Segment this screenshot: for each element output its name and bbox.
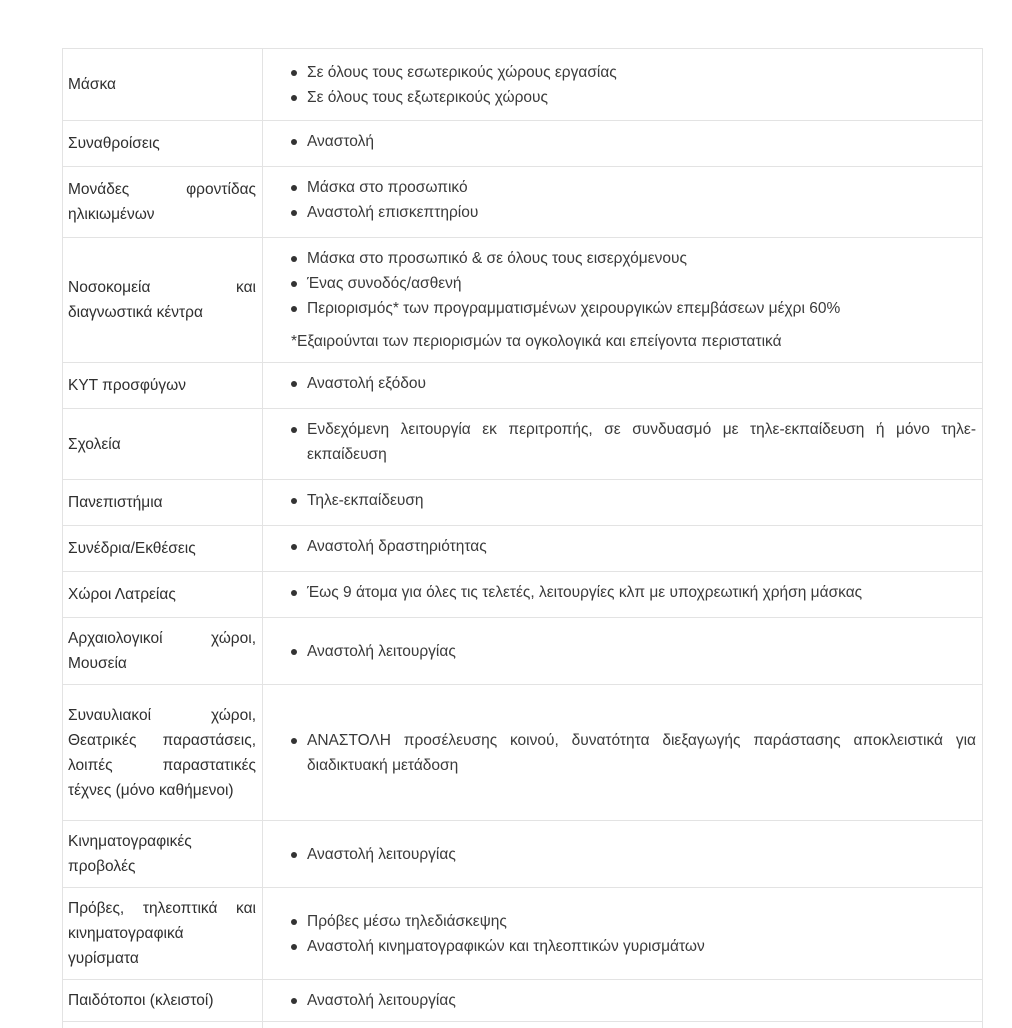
measures-list (277, 728, 976, 778)
measures-cell (263, 167, 983, 238)
list-item: Αναστολή λειτουργίας (307, 639, 976, 664)
list-item: Ένας συνοδός/ασθενή (307, 271, 976, 296)
table-row (63, 480, 983, 526)
list-item: Περιορισμός* των προγραμματισμένων χειρουργικών επεμβάσεων μέχρι 60% (307, 296, 976, 321)
measures-list (277, 639, 976, 664)
list-item: Σε όλους τους εσωτερικούς χώρους εργασίας (307, 60, 976, 85)
list-item: Αναστολή κινηματογραφικών και τηλεοπτικών γυρισμάτων (307, 934, 976, 959)
category-cell: Μάσκα (63, 49, 263, 121)
category-cell: Πρόβες, τηλεοπτικά και κινηματογραφικά γυρίσματα (63, 888, 263, 980)
table-row (63, 980, 983, 1022)
measures-list (277, 371, 976, 396)
list-item: Αναστολή δραστηριότητας (307, 534, 976, 559)
list-item: Αναστολή λειτουργίας (307, 988, 976, 1013)
category-cell: Πανεπιστήμια (63, 480, 263, 526)
category-cell: Κινηματογραφικές προβολές (63, 821, 263, 888)
measures-list (277, 842, 976, 867)
list-item: Αναστολή εξόδου (307, 371, 976, 396)
measures-cell (263, 888, 983, 980)
list-item: Αναστολή (307, 129, 976, 154)
measures-table-body (63, 49, 983, 1028)
category-cell-empty (63, 1022, 263, 1028)
measures-cell (263, 821, 983, 888)
list-item: Πρόβες μέσω τηλεδιάσκεψης (307, 909, 976, 934)
category-cell: Χώροι Λατρείας (63, 572, 263, 618)
list-item: Ενδεχόμενη λειτουργία εκ περιτροπής, σε συνδυασμό με τηλε-εκπαίδευση ή μόνο τηλε-εκπαίδευση (307, 417, 976, 467)
measures-cell (263, 526, 983, 572)
table-row (63, 49, 983, 121)
table-row (63, 821, 983, 888)
table-row (63, 685, 983, 821)
category-cell: Παιδότοποι (κλειστοί) (63, 980, 263, 1022)
category-cell: Συναθροίσεις (63, 121, 263, 167)
category-cell: Μονάδες φροντίδας ηλικιωμένων (63, 167, 263, 238)
measures-list (277, 60, 976, 110)
list-item: Έως 9 άτομα για όλες τις τελετές, λειτουργίες κλπ με υποχρεωτική χρήση μάσκας (307, 580, 976, 605)
measures-cell (263, 49, 983, 121)
list-item: ΑΝΑΣΤΟΛΗ προσέλευσης κοινού, δυνατότητα διεξαγωγής παράστασης αποκλειστικά για διαδικτυακή μετάδοση (307, 728, 976, 778)
measures-cell (263, 572, 983, 618)
measures-list (277, 129, 976, 154)
measures-list (277, 246, 976, 321)
measures-cell (263, 238, 983, 363)
measures-cell (263, 618, 983, 685)
measures-cell (263, 685, 983, 821)
list-item: Τηλε-εκπαίδευση (307, 488, 976, 513)
table-row (63, 121, 983, 167)
measures-list (277, 488, 976, 513)
measures-cell (263, 409, 983, 480)
category-cell: Σχολεία (63, 409, 263, 480)
table-row (63, 888, 983, 980)
table-row (63, 618, 983, 685)
measures-cell-empty (263, 1022, 983, 1028)
measures-list (277, 175, 976, 225)
list-item: Μάσκα στο προσωπικό (307, 175, 976, 200)
measures-cell (263, 121, 983, 167)
category-cell: ΚΥΤ προσφύγων (63, 363, 263, 409)
table-row (63, 238, 983, 363)
table-row-partial (63, 1022, 983, 1028)
measures-table (62, 48, 983, 1028)
measures-cell (263, 980, 983, 1022)
measures-list (277, 580, 976, 605)
list-item: Σε όλους τους εξωτερικούς χώρους (307, 85, 976, 110)
table-row (63, 526, 983, 572)
footnote: *Εξαιρούνται των περιορισμών τα ογκολογικά και επείγοντα περιστατικά (291, 329, 976, 354)
category-cell: Συνέδρια/Εκθέσεις (63, 526, 263, 572)
measures-cell (263, 363, 983, 409)
list-item: Αναστολή επισκεπτηρίου (307, 200, 976, 225)
measures-table-container (62, 48, 983, 1028)
measures-list (277, 417, 976, 467)
category-cell: Αρχαιολογικοί χώροι, Μουσεία (63, 618, 263, 685)
table-row (63, 363, 983, 409)
measures-list (277, 909, 976, 959)
measures-list (277, 534, 976, 559)
table-row (63, 409, 983, 480)
table-row (63, 572, 983, 618)
table-row (63, 167, 983, 238)
category-cell: Νοσοκομεία και διαγνωστικά κέντρα (63, 238, 263, 363)
category-cell: Συναυλιακοί χώροι, Θεατρικές παραστάσεις, λοιπές παραστατικές τέχνες (μόνο καθήμενοι) (63, 685, 263, 821)
list-item: Μάσκα στο προσωπικό & σε όλους τους εισερχόμενους (307, 246, 976, 271)
measures-cell (263, 480, 983, 526)
list-item: Αναστολή λειτουργίας (307, 842, 976, 867)
measures-list (277, 988, 976, 1013)
